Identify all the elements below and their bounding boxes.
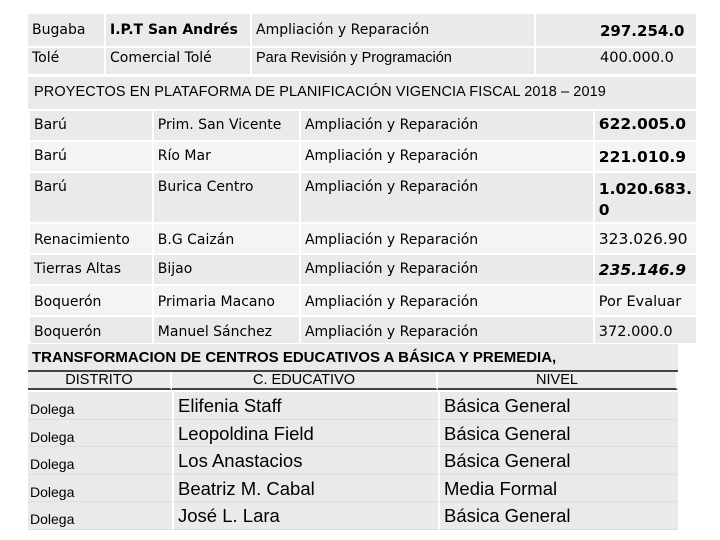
district-cell: Tierras Altas bbox=[29, 254, 153, 285]
school-cell: Río Mar bbox=[153, 141, 300, 172]
district-cell: Barú bbox=[29, 172, 153, 223]
amount-cell: 622.005.0 bbox=[594, 110, 697, 141]
transform-header-row bbox=[28, 372, 678, 390]
district-cell: Dolega bbox=[28, 447, 172, 475]
district-cell: Tolé bbox=[27, 47, 105, 75]
amount-cell: 235.146.9 bbox=[594, 254, 697, 285]
type-cell: Ampliación y Reparación bbox=[300, 110, 594, 141]
level-cell: Básica General bbox=[438, 502, 678, 530]
column-header-school: C. EDUCATIVO bbox=[172, 372, 438, 390]
table-row bbox=[29, 141, 697, 172]
district-cell: Boquerón bbox=[29, 285, 153, 316]
projects-table bbox=[28, 109, 698, 345]
district-cell: Barú bbox=[29, 110, 153, 141]
amount-cell: 400.000.0 bbox=[535, 47, 697, 75]
table-row bbox=[29, 316, 697, 344]
level-cell: Media Formal bbox=[438, 475, 678, 503]
school-cell: Los Anastacios bbox=[172, 447, 438, 475]
level-cell: Básica General bbox=[438, 420, 678, 448]
amount-cell: Por Evaluar bbox=[594, 285, 697, 316]
school-cell: Bijao bbox=[153, 254, 300, 285]
type-cell: Ampliación y Reparación bbox=[251, 13, 535, 47]
district-cell: Dolega bbox=[28, 392, 172, 420]
type-cell: Para Revisión y Programación bbox=[251, 47, 535, 75]
school-cell: Primaria Macano bbox=[153, 285, 300, 316]
projects-heading: PROYECTOS EN PLATAFORMA DE PLANIFICACIÓN VIGENCIA FISCAL 2018 – 2019 bbox=[28, 77, 696, 109]
school-cell: José L. Lara bbox=[172, 502, 438, 530]
level-cell: Básica General bbox=[438, 392, 678, 420]
school-cell: Manuel Sánchez bbox=[153, 316, 300, 344]
school-cell: I.P.T San Andrés bbox=[105, 13, 251, 47]
type-cell: Ampliación y Reparación bbox=[300, 316, 594, 344]
school-cell: Prim. San Vicente bbox=[153, 110, 300, 141]
table-row bbox=[29, 254, 697, 285]
school-cell: Beatriz M. Cabal bbox=[172, 475, 438, 503]
district-cell: Dolega bbox=[28, 420, 172, 448]
district-cell: Barú bbox=[29, 141, 153, 172]
type-cell: Ampliación y Reparación bbox=[300, 172, 594, 223]
amount-cell: 323.026.90 bbox=[594, 223, 697, 254]
amount-cell: 372.000.0 bbox=[594, 316, 697, 344]
type-cell: Ampliación y Reparación bbox=[300, 254, 594, 285]
district-cell: Renacimiento bbox=[29, 223, 153, 254]
amount-cell: 221.010.9 bbox=[594, 141, 697, 172]
table-row bbox=[29, 223, 697, 254]
transform-table bbox=[28, 392, 678, 530]
school-cell: Burica Centro bbox=[153, 172, 300, 223]
school-cell: Leopoldina Field bbox=[172, 420, 438, 448]
type-cell: Ampliación y Reparación bbox=[300, 285, 594, 316]
amount-cell: 1.020.683. 0 bbox=[594, 172, 697, 223]
level-cell: Básica General bbox=[438, 447, 678, 475]
table-row bbox=[27, 47, 697, 75]
top-projects-table bbox=[26, 12, 698, 76]
district-cell: Boquerón bbox=[29, 316, 153, 344]
column-header-level: NIVEL bbox=[438, 372, 678, 390]
amount-cell: 297.254.0 bbox=[535, 13, 697, 47]
school-cell: Comercial Tolé bbox=[105, 47, 251, 75]
school-cell: B.G Caizán bbox=[153, 223, 300, 254]
district-cell: Dolega bbox=[28, 475, 172, 503]
transform-heading: TRANSFORMACION DE CENTROS EDUCATIVOS A BÁSICA Y PREMEDIA, bbox=[28, 344, 678, 372]
school-cell: Elifenia Staff bbox=[172, 392, 438, 420]
column-header-district: DISTRITO bbox=[28, 372, 172, 390]
type-cell: Ampliación y Reparación bbox=[300, 223, 594, 254]
type-cell: Ampliación y Reparación bbox=[300, 141, 594, 172]
district-cell: Bugaba bbox=[27, 13, 105, 47]
table-row bbox=[29, 110, 697, 141]
district-cell: Dolega bbox=[28, 502, 172, 530]
table-row bbox=[27, 13, 697, 47]
table-row bbox=[29, 285, 697, 316]
table-row bbox=[29, 172, 697, 223]
